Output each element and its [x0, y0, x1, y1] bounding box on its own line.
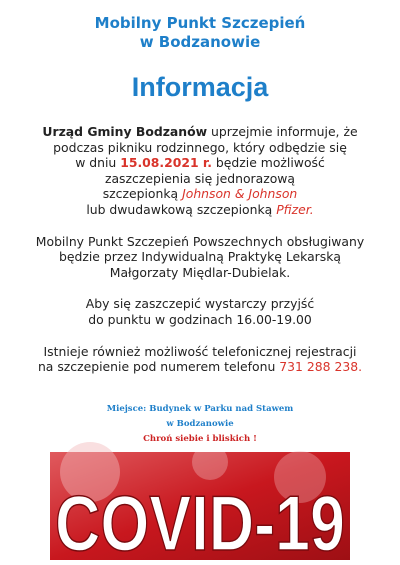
p2-line-2: będzie przez Indywidualną Praktykę Lekarską	[58, 249, 342, 265]
page-title: Informacja	[131, 72, 269, 102]
covid-banner-graphic	[50, 452, 350, 565]
banner-text: COVID-19	[55, 479, 345, 565]
p1-line-3-pre: w dniu	[75, 155, 121, 171]
p3-line-2: do punktu w godzinach 16.00-19.00	[88, 311, 312, 327]
event-date: 15.08.2021 r.	[120, 155, 212, 171]
p1-line-5-pre: szczepionką	[102, 186, 183, 202]
p1-line-2: podczas pikniku rodzinnego, który odbędzie się	[53, 139, 347, 155]
p2-line-1: Mobilny Punkt Szczepień Powszechnych obsługiwany	[35, 233, 365, 249]
place-line-2: w Bodzanowie	[166, 419, 234, 429]
paragraph-4	[14, 344, 386, 375]
p1-line-4: zaszczepienia się jednorazową	[104, 170, 296, 186]
vaccine-pfizer: Pfizer.	[276, 201, 314, 217]
p1-line-6-pre: lub dwudawkową szczepionką	[86, 201, 277, 217]
p1-text-1: uprzejmie informuje, że	[207, 124, 358, 139]
office-name: Urząd Gminy Bodzanów	[42, 124, 208, 139]
header-line-2: w Bodzanowie	[139, 33, 261, 51]
p1-line-3-post: będzie możliwość	[211, 155, 325, 171]
place-line-1: Miejsce: Budynek w Parku nad Stawem	[106, 404, 294, 414]
paragraph-3	[14, 296, 386, 327]
covid-banner	[50, 452, 350, 565]
p4-line-2-pre: na szczepienie pod numerem telefonu	[37, 359, 280, 375]
header	[0, 14, 400, 52]
footer	[0, 402, 400, 447]
announcement-body	[14, 124, 386, 375]
slogan: Chroń siebie i bliskich !	[143, 434, 257, 444]
p4-line-1: Istnieje również możliwość telefonicznej rejestracji	[43, 343, 357, 359]
virus-blob	[192, 444, 228, 480]
header-line-1: Mobilny Punkt Szczepień	[94, 14, 306, 32]
p2-line-3: Małgorzaty Międlar-Dubielak.	[109, 264, 291, 280]
vaccine-johnson: Johnson & Johnson	[182, 186, 298, 202]
phone-number: 731 288 238.	[279, 359, 363, 375]
paragraph-2	[14, 234, 386, 281]
paragraph-1	[14, 124, 386, 218]
p3-line-1: Aby się zaszczepić wystarczy przyjść	[85, 296, 315, 312]
